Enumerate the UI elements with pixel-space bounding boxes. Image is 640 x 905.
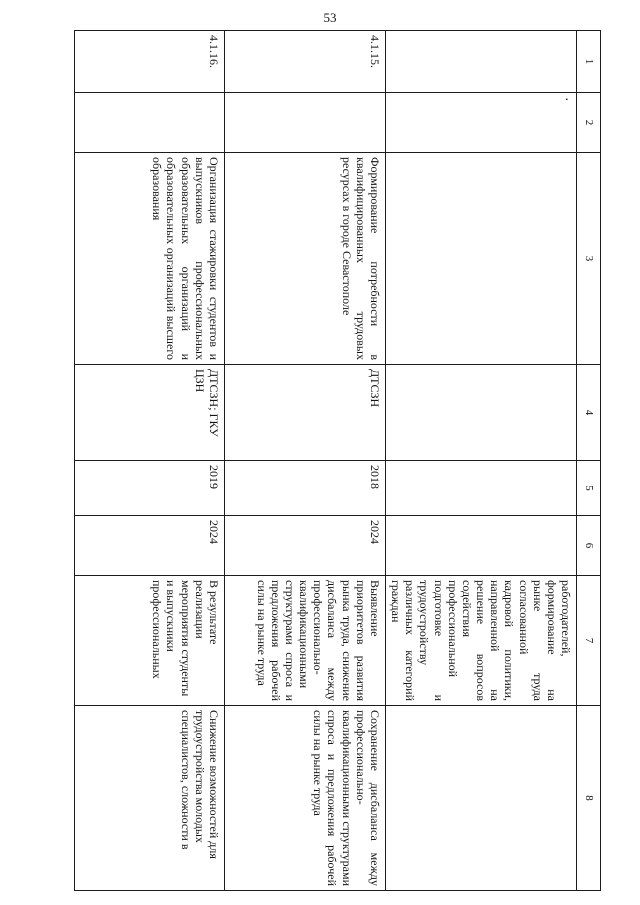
start-year-cell: 2018 [224,461,385,516]
start-year-cell [385,461,576,516]
column-number-3: 3 [577,153,601,365]
end-year-cell: 2024 [224,516,385,576]
column-number-8: 8 [577,706,601,891]
measure-name-cell: Организация стажировки студентов и выпускников профессиональных образовательных организаций и образовательных организаций высшего образования [74,153,224,365]
column-number-4: 4 [577,365,601,461]
empty-cell [224,93,385,153]
executor-cell: ДТСЗН; ГКУ ЦЗН [74,365,224,461]
scan-dot-mark: · [558,97,573,102]
expected-result-cell: работодателей, формирование на рынке труда согласованной кадровой политики, направленной на решение вопросов содействия профессиональной подготовке и трудоустройству различных категорий граждан [385,576,576,706]
row-number-cell: 4.1.15. [224,31,385,93]
column-number-2: 2 [577,93,601,153]
executor-cell [385,365,576,461]
row-number-cell [385,31,576,93]
row-number-cell: 4.1.16. [74,31,224,93]
start-year-cell: 2019 [74,461,224,516]
column-number-5: 5 [577,461,601,516]
table-row [385,31,576,891]
end-year-cell: 2024 [74,516,224,576]
measure-name-cell: Формирование потребности в квалифицированных трудовых ресурсах в городе Севастополе [224,153,385,365]
measure-name-cell [385,153,576,365]
rotated-table-container [106,30,601,890]
measures-table [74,30,601,891]
consequence-cell: Сохранение дисбаланса между профессионально-квалификационными структурами спроса и предложения рабочей силы на рынке труда [224,706,385,891]
table-row [74,31,224,891]
column-number-header-row [577,31,601,891]
expected-result-cell: Выявление приоритетов развития рынка труда, снижение дисбаланса между профессионально-квалификационными структурами спроса и предложения рабочей силы на рынке труда [224,576,385,706]
column-number-7: 7 [577,576,601,706]
table-row [224,31,385,891]
empty-cell [385,93,576,153]
document-table-wrapper [106,30,601,890]
expected-result-cell: В результате реализации мероприятия студенты и выпускники профессиональных [74,576,224,706]
consequence-cell: Снижение возможностей для трудоустройства молодых специалистов, сложности в [74,706,224,891]
consequence-cell [385,706,576,891]
end-year-cell [385,516,576,576]
column-number-1: 1 [577,31,601,93]
column-number-6: 6 [577,516,601,576]
page-number: 53 [323,10,337,25]
executor-cell: ДТСЗН [224,365,385,461]
empty-cell [74,93,224,153]
